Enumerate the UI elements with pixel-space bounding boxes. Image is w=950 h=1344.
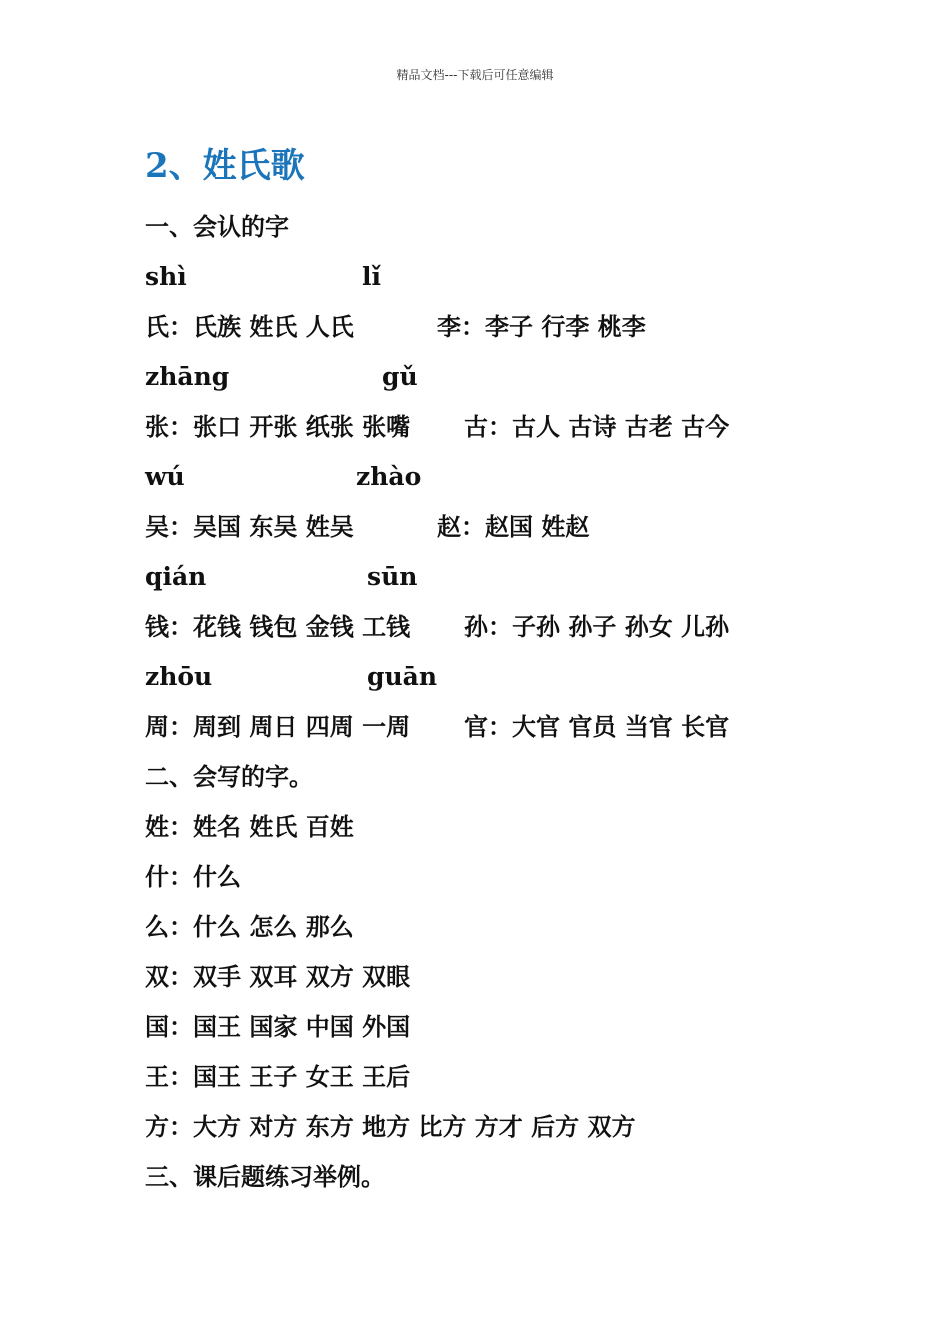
word-row (145, 602, 845, 652)
write-entry: 什：什么 (145, 862, 241, 891)
pinyin-row (145, 252, 845, 302)
pinyin-right: lǐ (362, 262, 381, 291)
pinyin-left: qián (145, 562, 207, 591)
pinyin-row (145, 552, 845, 602)
word-entry-left: 钱：花钱 钱包 金钱 工钱 (145, 612, 411, 641)
pinyin-row (145, 652, 845, 702)
word-entry-right: 赵：赵国 姓赵 (437, 512, 590, 541)
write-entry: 方：大方 对方 东方 地方 比方 方才 后方 双方 (145, 1112, 636, 1141)
word-row (145, 502, 845, 552)
word-entry-left: 周：周到 周日 四周 一周 (145, 712, 411, 741)
word-entry-right: 官：大官 官员 当官 长官 (464, 712, 730, 741)
document-body (145, 138, 845, 1202)
page-header: 精品文档---下载后可任意编辑 (396, 68, 554, 82)
write-entry: 么：什么 怎么 那么 (145, 912, 354, 941)
section-heading-recognize: 一、会认的字 (145, 212, 289, 241)
pinyin-right: zhào (356, 462, 422, 491)
pinyin-left: wú (145, 462, 185, 491)
word-entry-left: 吴：吴国 东吴 姓吴 (145, 512, 354, 541)
word-entry-left: 氏：氏族 姓氏 人氏 (145, 312, 354, 341)
word-row (145, 702, 845, 752)
word-entry-right: 李：李子 行李 桃李 (437, 312, 646, 341)
write-entry: 国：国王 国家 中国 外国 (145, 1012, 411, 1041)
pinyin-row (145, 352, 845, 402)
pinyin-right: guān (367, 662, 438, 691)
write-entry: 双：双手 双耳 双方 双眼 (145, 962, 411, 991)
section-heading-write: 二、会写的字。 (145, 762, 313, 791)
section-heading-exercises: 三、课后题练习举例。 (145, 1162, 385, 1191)
pinyin-row (145, 452, 845, 502)
word-row (145, 302, 845, 352)
word-entry-left: 张：张口 开张 纸张 张嘴 (145, 412, 411, 441)
pinyin-left: zhāng (145, 362, 230, 391)
pinyin-right: gǔ (382, 362, 418, 391)
write-entry: 姓：姓名 姓氏 百姓 (145, 812, 354, 841)
word-row (145, 402, 845, 452)
pinyin-left: shì (145, 262, 187, 291)
word-entry-right: 古：古人 古诗 古老 古今 (464, 412, 730, 441)
pinyin-right: sūn (367, 562, 418, 591)
word-entry-right: 孙：子孙 孙子 孙女 儿孙 (464, 612, 730, 641)
write-entry: 王：国王 王子 女王 王后 (145, 1062, 411, 1091)
pinyin-left: zhōu (145, 662, 213, 691)
lesson-title: 2、姓氏歌 (145, 146, 305, 186)
